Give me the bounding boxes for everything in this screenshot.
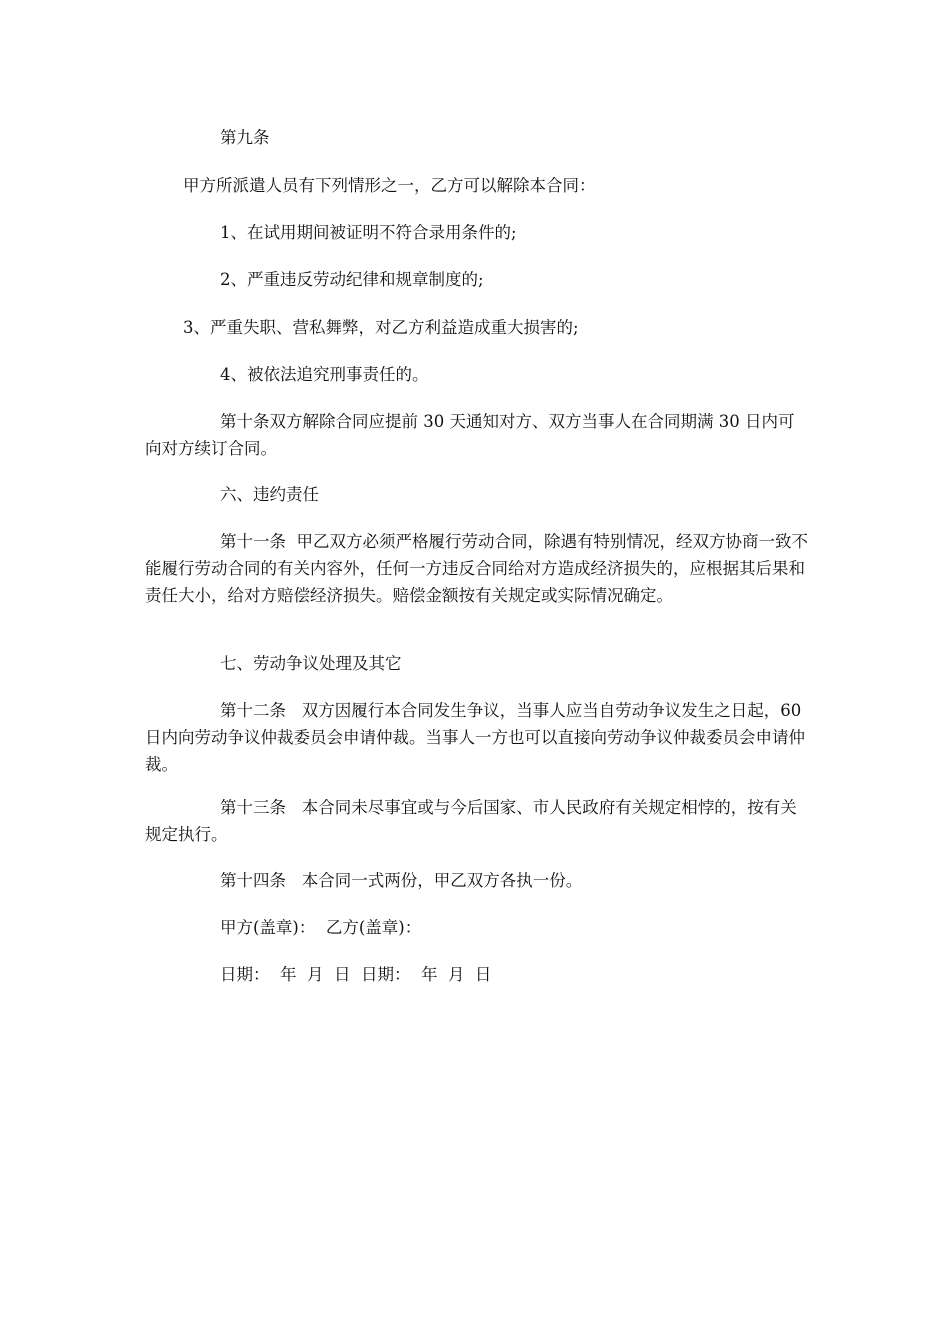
article-14-paragraph: 第十四条 本合同一式两份，甲乙双方各执一份。 — [220, 871, 583, 890]
article-13-paragraph: 第十三条 本合同未尽事宜或与今后国家、市人民政府有关规定相悖的，按有关规定执行。 — [145, 798, 797, 844]
article-10-paragraph: 第十条双方解除合同应提前 30 天通知对方、双方当事人在合同期满 30 日内可向对方续订合同。 — [145, 412, 795, 458]
list-item-2: 2、严重违反劳动纪律和规章制度的; — [220, 270, 484, 289]
article-11-paragraph: 第十一条 甲乙双方必须严格履行劳动合同，除遇有特别情况，经双方协商一致不能履行劳动合同的有关内容外，任何一方违反合同给对方造成经济损失的，应根据其后果和责任大小，给对方赔偿经济损失。赔偿金额按有关规定或实际情况确定。 — [145, 532, 808, 605]
paragraph-dismissal-conditions: 甲方所派遣人员有下列情形之一，乙方可以解除本合同： — [183, 176, 596, 195]
section-6-heading: 六、违约责任 — [220, 485, 319, 504]
list-item-4: 4、被依法追究刑事责任的。 — [220, 365, 429, 384]
list-item-3: 3、严重失职、营私舞弊，对乙方利益造成重大损害的; — [183, 318, 579, 337]
list-item-1: 1、在试用期间被证明不符合录用条件的; — [220, 223, 517, 242]
signature-line: 甲方(盖章)： 乙方(盖章)： — [220, 918, 422, 937]
article-12-paragraph: 第十二条 双方因履行本合同发生争议，当事人应当自劳动争议发生之日起，60 日内向劳动争议仲裁委员会申请仲裁。当事人一方也可以直接向劳动争议仲裁委员会申请仲裁。 — [145, 701, 807, 774]
date-line: 日期： 年 月 日 日期： 年 月 日 — [220, 965, 492, 984]
article-9-heading: 第九条 — [220, 128, 270, 147]
section-7-heading: 七、劳动争议处理及其它 — [220, 654, 402, 673]
